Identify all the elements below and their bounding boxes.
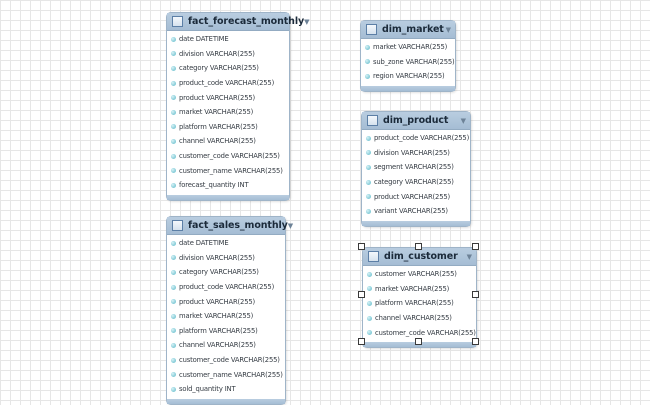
column-row[interactable] <box>167 265 285 280</box>
column-row[interactable] <box>167 149 289 164</box>
column-label: market VARCHAR(255) <box>179 312 254 321</box>
column-row[interactable] <box>361 69 455 84</box>
column-label: customer_code VARCHAR(255) <box>179 152 280 161</box>
column-diamond-icon <box>367 301 372 306</box>
column-row[interactable] <box>167 47 289 62</box>
column-diamond-icon <box>171 270 176 275</box>
column-row[interactable] <box>167 105 289 120</box>
table-dim-market[interactable] <box>360 20 456 92</box>
column-label: sub_zone VARCHAR(255) <box>373 57 455 66</box>
resize-handle-bottom-right[interactable] <box>472 338 479 345</box>
column-diamond-icon <box>171 66 176 71</box>
column-diamond-icon <box>171 95 176 100</box>
column-row[interactable] <box>362 189 470 204</box>
table-header[interactable] <box>167 13 310 31</box>
table-header[interactable] <box>167 217 294 235</box>
column-list <box>167 31 289 195</box>
column-label: customer VARCHAR(255) <box>375 270 457 279</box>
column-row[interactable] <box>167 120 289 135</box>
resize-handle-top-left[interactable] <box>358 243 365 250</box>
column-label: category VARCHAR(255) <box>179 64 259 73</box>
column-diamond-icon <box>366 165 371 170</box>
column-diamond-icon <box>365 45 370 50</box>
resize-handle-top-center[interactable] <box>415 243 422 250</box>
column-diamond-icon <box>171 110 176 115</box>
column-diamond-icon <box>171 387 176 392</box>
collapse-toggle-icon[interactable]: ▼ <box>466 252 472 261</box>
column-diamond-icon <box>171 139 176 144</box>
column-label: channel VARCHAR(255) <box>179 341 256 350</box>
column-label: date DATETIME <box>179 35 229 44</box>
column-label: sold_quantity INT <box>179 385 236 394</box>
table-header[interactable] <box>363 248 476 266</box>
column-diamond-icon <box>366 180 371 185</box>
column-list <box>167 235 285 399</box>
table-name: dim_market <box>382 24 444 35</box>
column-diamond-icon <box>366 194 371 199</box>
column-row[interactable] <box>167 309 285 324</box>
column-row[interactable] <box>167 90 289 105</box>
column-label: division VARCHAR(255) <box>374 148 450 157</box>
column-row[interactable] <box>363 296 476 311</box>
column-row[interactable] <box>167 367 285 382</box>
column-diamond-icon <box>365 74 370 79</box>
column-label: product VARCHAR(255) <box>374 192 451 201</box>
column-label: segment VARCHAR(255) <box>374 163 454 172</box>
column-diamond-icon <box>171 37 176 42</box>
resize-handle-middle-left[interactable] <box>358 291 365 298</box>
column-label: market VARCHAR(255) <box>373 43 448 52</box>
column-diamond-icon <box>171 255 176 260</box>
column-row[interactable] <box>167 382 285 397</box>
column-diamond-icon <box>366 209 371 214</box>
column-row[interactable] <box>362 160 470 175</box>
column-diamond-icon <box>171 314 176 319</box>
column-label: customer_code VARCHAR(255) <box>375 328 476 337</box>
column-row[interactable] <box>167 178 289 193</box>
column-row[interactable] <box>167 61 289 76</box>
column-label: channel VARCHAR(255) <box>375 314 452 323</box>
table-icon <box>172 220 183 231</box>
collapse-toggle-icon[interactable]: ▼ <box>287 221 294 230</box>
column-label: platform VARCHAR(255) <box>179 326 258 335</box>
column-row[interactable] <box>362 146 470 161</box>
column-row[interactable] <box>167 236 285 251</box>
column-row[interactable] <box>167 251 285 266</box>
column-diamond-icon <box>366 150 371 155</box>
column-diamond-icon <box>367 316 372 321</box>
column-row[interactable] <box>167 76 289 91</box>
column-label: platform VARCHAR(255) <box>179 122 258 131</box>
column-diamond-icon <box>171 154 176 159</box>
column-row[interactable] <box>363 282 476 297</box>
column-row[interactable] <box>167 163 289 178</box>
table-dim-customer[interactable] <box>362 247 477 348</box>
column-list <box>361 39 455 86</box>
column-diamond-icon <box>367 286 372 291</box>
column-label: market VARCHAR(255) <box>375 284 450 293</box>
column-label: division VARCHAR(255) <box>179 49 255 58</box>
column-diamond-icon <box>171 285 176 290</box>
column-label: customer_name VARCHAR(255) <box>179 370 283 379</box>
column-row[interactable] <box>362 204 470 219</box>
column-diamond-icon <box>171 168 176 173</box>
table-footer <box>362 221 470 226</box>
column-label: category VARCHAR(255) <box>179 268 259 277</box>
table-icon <box>366 24 377 35</box>
table-name: fact_sales_monthly <box>188 220 288 231</box>
column-label: region VARCHAR(255) <box>373 72 445 81</box>
resize-handle-middle-right[interactable] <box>472 291 479 298</box>
table-footer <box>167 399 285 404</box>
column-list <box>362 130 470 221</box>
column-row[interactable] <box>361 40 455 55</box>
collapse-toggle-icon[interactable]: ▼ <box>304 17 310 26</box>
column-row[interactable] <box>167 32 289 47</box>
column-label: variant VARCHAR(255) <box>374 207 448 216</box>
column-diamond-icon <box>171 328 176 333</box>
column-list <box>363 266 476 342</box>
collapse-toggle-icon[interactable]: ▼ <box>460 116 466 125</box>
table-name: dim_product <box>383 115 449 126</box>
column-diamond-icon <box>171 299 176 304</box>
column-label: customer_code VARCHAR(255) <box>179 356 280 365</box>
column-label: product VARCHAR(255) <box>179 93 256 102</box>
table-footer <box>167 195 289 200</box>
column-diamond-icon <box>367 330 372 335</box>
column-label: channel VARCHAR(255) <box>179 137 256 146</box>
column-diamond-icon <box>171 124 176 129</box>
table-header[interactable] <box>362 112 470 130</box>
column-label: division VARCHAR(255) <box>179 253 255 262</box>
column-label: product_code VARCHAR(255) <box>179 283 275 292</box>
table-fact-forecast-monthly[interactable] <box>166 12 310 201</box>
column-row[interactable] <box>167 294 285 309</box>
column-label: date DATETIME <box>179 239 229 248</box>
table-header[interactable] <box>361 21 455 39</box>
column-label: market VARCHAR(255) <box>179 108 254 117</box>
table-name: dim_customer <box>384 251 458 262</box>
column-label: forecast_quantity INT <box>179 181 249 190</box>
column-diamond-icon <box>171 81 176 86</box>
column-diamond-icon <box>366 136 371 141</box>
column-diamond-icon <box>365 59 370 64</box>
column-label: platform VARCHAR(255) <box>375 299 454 308</box>
column-row[interactable] <box>167 324 285 339</box>
resize-handle-bottom-center[interactable] <box>415 338 422 345</box>
column-row[interactable] <box>167 353 285 368</box>
column-label: product_code VARCHAR(255) <box>179 79 275 88</box>
column-row[interactable] <box>167 280 285 295</box>
column-diamond-icon <box>171 343 176 348</box>
column-diamond-icon <box>171 358 176 363</box>
column-row[interactable] <box>167 338 285 353</box>
table-icon <box>367 115 378 126</box>
resize-handle-top-right[interactable] <box>472 243 479 250</box>
column-label: product_code VARCHAR(255) <box>374 134 470 143</box>
table-icon <box>172 16 183 27</box>
column-row[interactable] <box>362 131 470 146</box>
column-diamond-icon <box>171 241 176 246</box>
table-fact-sales-monthly[interactable] <box>166 216 294 405</box>
column-label: category VARCHAR(255) <box>374 178 454 187</box>
table-footer <box>361 86 455 91</box>
collapse-toggle-icon[interactable]: ▼ <box>445 25 451 34</box>
column-label: customer_name VARCHAR(255) <box>179 166 283 175</box>
column-row[interactable] <box>361 55 455 70</box>
table-name: fact_forecast_monthly <box>188 16 305 27</box>
column-row[interactable] <box>363 311 476 326</box>
table-icon <box>368 251 379 262</box>
column-diamond-icon <box>171 372 176 377</box>
table-dim-product[interactable] <box>361 111 471 227</box>
column-diamond-icon <box>367 272 372 277</box>
column-row[interactable] <box>362 175 470 190</box>
column-label: product VARCHAR(255) <box>179 297 256 306</box>
column-diamond-icon <box>171 51 176 56</box>
column-diamond-icon <box>171 183 176 188</box>
column-row[interactable] <box>363 267 476 282</box>
resize-handle-bottom-left[interactable] <box>358 338 365 345</box>
column-row[interactable] <box>167 134 289 149</box>
